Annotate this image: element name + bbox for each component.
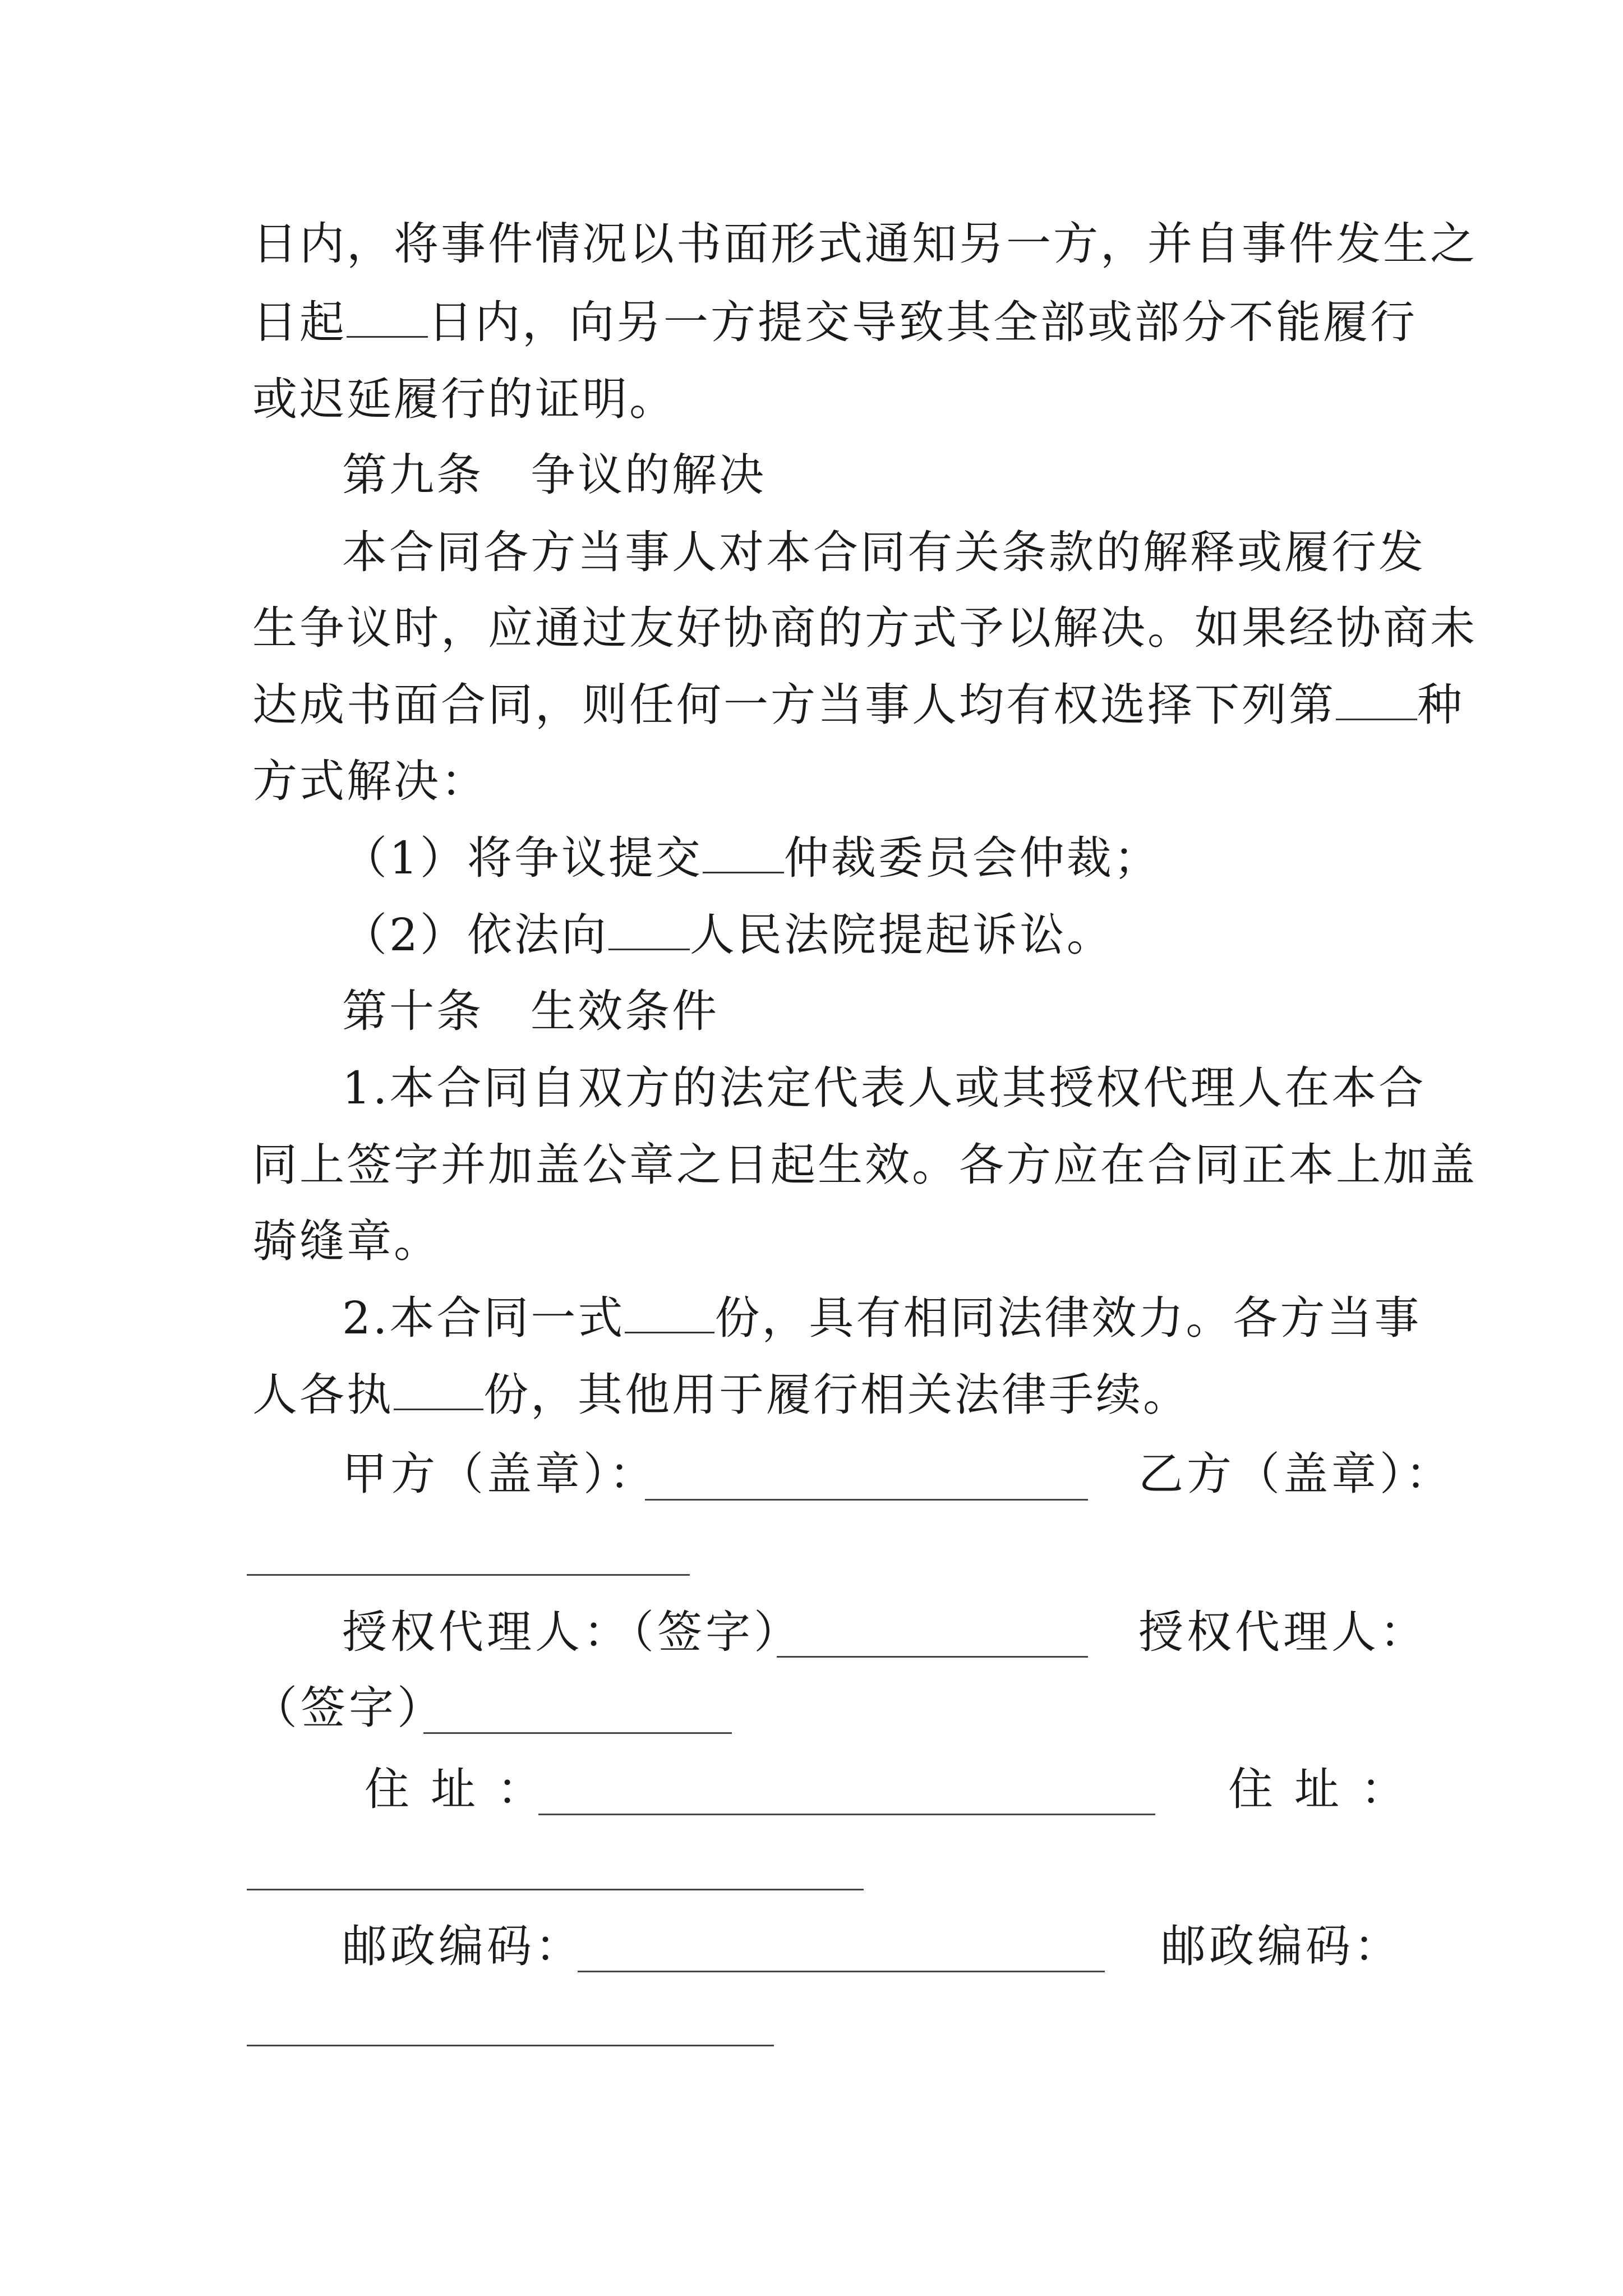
text: 本合同各方当事人对本合同有关条款的解释或履行发 (342, 526, 1426, 578)
address-a-label (365, 1761, 563, 1818)
text: 份，具有相同法律效力。各方当事 (714, 1292, 1422, 1344)
paragraph-line (252, 216, 1477, 272)
text: 份，其他用于履行相关法律手续。 (483, 1369, 1190, 1421)
fill-blank-method[interactable] (1336, 679, 1417, 720)
text: 同上签字并加盖公章之日起生效。各方应在合同正本上加盖 (252, 1139, 1477, 1191)
text: 住址： (365, 1763, 563, 1815)
text: 仲裁委员会仲裁； (783, 832, 1161, 884)
text: 甲方（盖章）： (342, 1448, 657, 1500)
address-b-label (1228, 1761, 1427, 1818)
address-b-line[interactable] (247, 1889, 864, 1890)
text: 1.本合同自双方的法定代表人或其授权代理人在本合 (342, 1062, 1426, 1114)
option-2 (342, 907, 1481, 963)
postcode-b-line[interactable] (247, 2045, 774, 2046)
text: 日内，向另一方提交导致其全部或部分不能履行 (428, 296, 1417, 348)
text: 日起 (252, 296, 347, 348)
text: （2）依法向 (342, 909, 608, 961)
article-10-title (342, 983, 1481, 1039)
agent-b-label (1138, 1604, 1428, 1660)
paragraph-line (252, 600, 1477, 656)
paragraph-line (252, 371, 1391, 427)
paragraph-line (342, 1060, 1426, 1116)
agent-b-sign-label (252, 1680, 445, 1736)
text: 人民法院提起诉讼。 (689, 909, 1114, 961)
text: 骑缝章。 (252, 1215, 441, 1267)
text: 人各执 (252, 1369, 394, 1421)
fill-blank-copies-each[interactable] (394, 1369, 483, 1410)
text: 方式解决： (252, 755, 488, 807)
text: 授权代理人：（签字） (342, 1606, 802, 1658)
paragraph-line (252, 1367, 1391, 1423)
text: 住址： (1228, 1763, 1427, 1815)
agent-a-sign-line[interactable] (777, 1656, 1088, 1658)
text: 邮政编码： (1161, 1920, 1402, 1972)
party-b-label (1138, 1446, 1454, 1502)
address-a-line[interactable] (538, 1814, 1155, 1815)
text: （签字） (252, 1682, 445, 1734)
text: 授权代理人： (1138, 1606, 1428, 1658)
text: 2.本合同一式 (342, 1292, 625, 1344)
text: （1）将争议提交 (342, 832, 703, 884)
text: 邮政编码： (342, 1920, 583, 1972)
text: 达成书面合同，则任何一方当事人均有权选择下列第 (252, 679, 1336, 731)
paragraph-line (252, 677, 1464, 733)
agent-b-sign-line[interactable] (423, 1732, 732, 1734)
text: 日内，将事件情况以书面形式通知另一方，并自事件发生之 (252, 218, 1477, 270)
postcode-a-line[interactable] (578, 1971, 1105, 1972)
paragraph-line (252, 753, 1391, 809)
paragraph-line (342, 1290, 1422, 1346)
agent-a-label (342, 1604, 802, 1660)
fill-blank-court[interactable] (608, 909, 690, 950)
paragraph-line (342, 524, 1426, 581)
article-9-title (342, 447, 1481, 503)
text: 生争议时，应通过友好协商的方式予以解决。如果经协商未 (252, 602, 1477, 654)
party-b-seal-line[interactable] (247, 1574, 690, 1576)
option-1 (342, 830, 1481, 886)
paragraph-line (252, 295, 1417, 351)
postcode-b-label (1161, 1918, 1402, 1975)
text: 或迟延履行的证明。 (252, 373, 676, 425)
party-a-label (342, 1446, 657, 1502)
fill-blank-arbitration[interactable] (703, 832, 784, 873)
text: 乙方（盖章）： (1138, 1448, 1454, 1500)
fill-blank-days[interactable] (347, 297, 428, 338)
fill-blank-copies[interactable] (625, 1292, 714, 1333)
heading: 第十条 生效条件 (342, 985, 719, 1037)
postcode-a-label (342, 1918, 583, 1975)
text: 种 (1417, 679, 1464, 731)
heading: 第九条 争议的解决 (342, 449, 766, 501)
paragraph-line (252, 1137, 1477, 1193)
paragraph-line (252, 1213, 1391, 1269)
party-a-seal-line[interactable] (645, 1499, 1088, 1501)
